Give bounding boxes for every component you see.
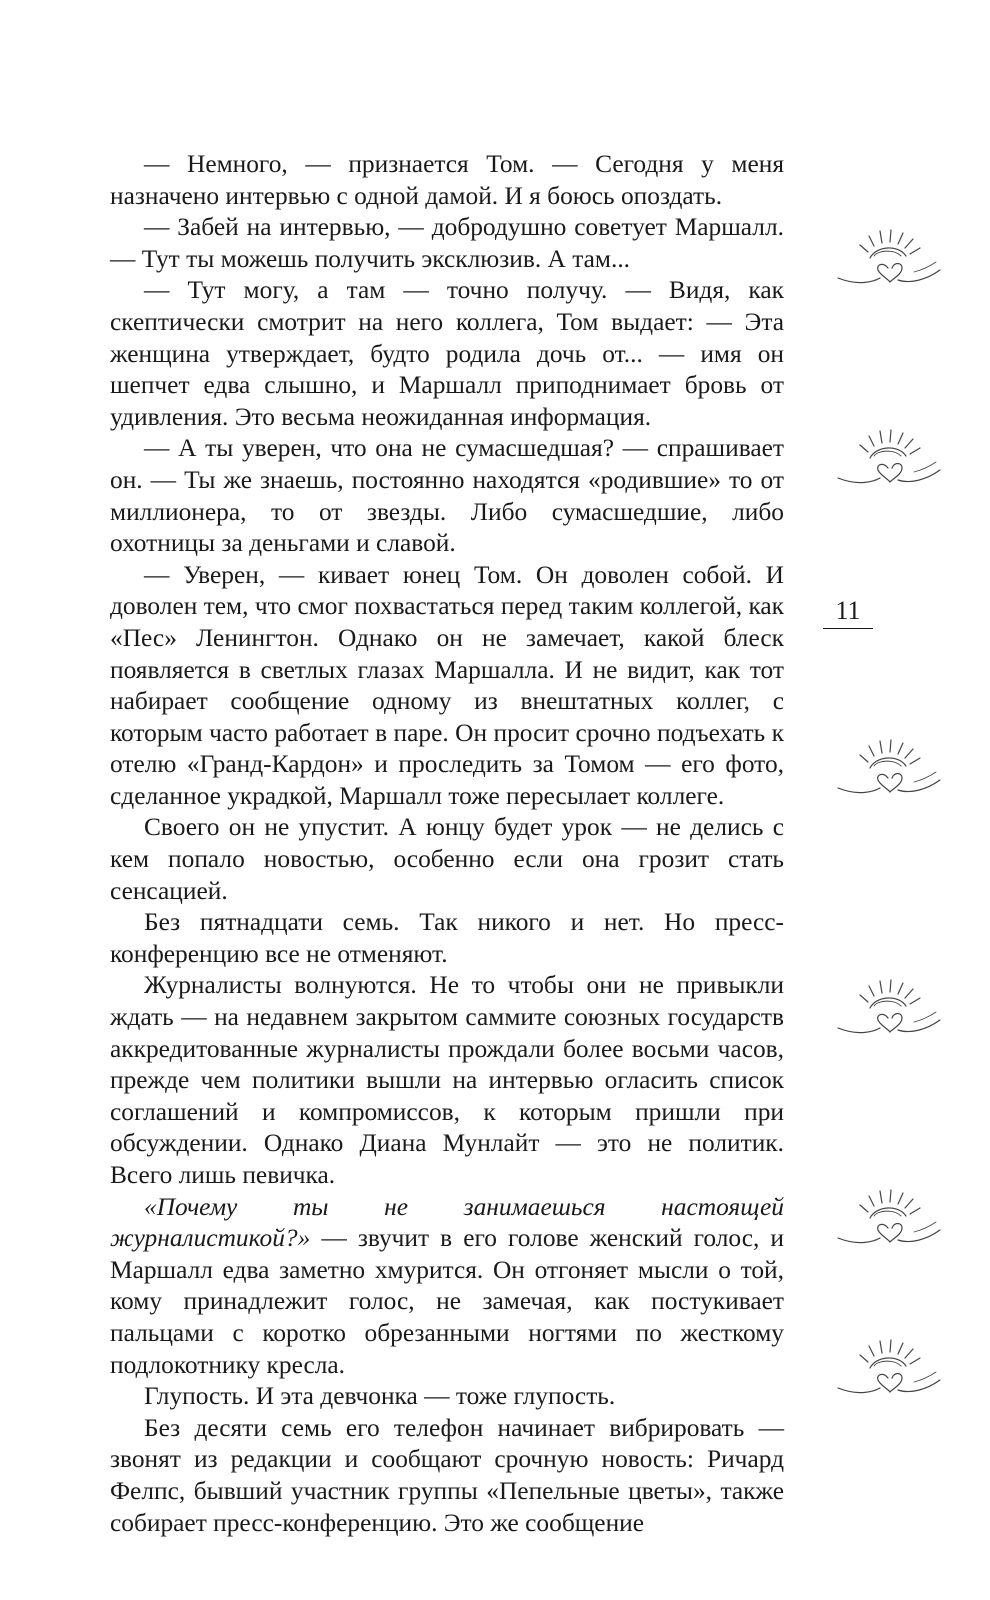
page-number: 11	[823, 596, 873, 629]
paragraph: — Забей на интервью, — добродушно советует Маршалл. — Тут ты можешь получить эксклюзив. А там...	[110, 213, 784, 273]
paragraph-rest: — звучит в его голове женский голос, и Маршалл едва заметно хмурится. Он отгоняет мысли о той, кому принадлежит голос, не замечая, как постукивает пальцами с коротко обрезанными ногтями по жесткому подлокотнику кресла.	[110, 1224, 784, 1379]
paragraph: Своего он не упустит. А юнцу будет урок — не делись с кем попало новостью, особенно если она грозит стать сенсацией.	[110, 813, 784, 905]
paragraph: — Уверен, — кивает юнец Том. Он доволен собой. И доволен тем, что смог похвастаться перед таким коллегой, как «Пес» Ленингтон. Однако он не замечает, какой блеск появляется в светлых глазах Маршалла. И не видит, как тот набирает сообщение одному из внештатных коллег, с которым часто работает в паре. Он просит срочно подъехать к отелю «Гранд-Кардон» и проследить за Томом — его фото, сделанное украдкой, Маршалл тоже пересылает коллеге.	[110, 560, 784, 810]
sun-heart-icon	[818, 218, 948, 308]
paragraph: Глупость. И эта девчонка — тоже глупость.	[144, 1382, 616, 1411]
sun-heart-icon	[818, 418, 948, 508]
paragraph: Журналисты волнуются. Не то чтобы они не привыкли ждать — на недавнем закрытом саммите союзных государств аккредитованные журналисты прождали более восьми часов, прежде чем политики вышли на интервью огласить список соглашений и компромиссов, к которым пришли при обсуждении. Однако Диана Мунлайт — это не политик. Всего лишь певичка.	[110, 971, 784, 1189]
paragraph: — А ты уверен, что она не сумасшедшая? — спрашивает он. — Ты же знаешь, постоянно находятся «родившие» то от миллионера, то от звезды. Либо сумасшедшие, либо охотницы за деньгами и славой.	[110, 434, 784, 558]
sun-heart-icon	[818, 1328, 948, 1418]
sun-heart-icon	[818, 968, 948, 1058]
paragraph: — Тут могу, а там — точно получу. — Видя, как скептически смотрит на него коллега, Том выдает: — Эта женщина утверждает, будто родила дочь от... — имя он шепчет едва слышно, и Маршалл приподнимает бровь от удивления. Это весьма неожиданная информация.	[110, 276, 784, 431]
paragraph: — Немного, — признается Том. — Сегодня у меня назначено интервью с одной дамой. И я боюсь опоздать.	[110, 150, 784, 210]
paragraph: Без десяти семь его телефон начинает вибрировать — звонят из редакции и сообщают срочную новость: Ричард Фелпс, бывший участник группы «Пепельные цветы», также собирает пресс-конференцию. Это же сообщение	[110, 1413, 784, 1537]
paragraph: Без пятнадцати семь. Так никого и нет. Но пресс-конференцию все не отменяют.	[110, 908, 784, 968]
italic-quote: «Почему ты не занимаешься настоящей журналистикой?»	[110, 1192, 784, 1253]
sun-heart-icon	[818, 1178, 948, 1268]
paragraph	[110, 1192, 784, 1382]
sun-heart-icon	[818, 728, 948, 818]
body-text	[110, 149, 784, 1539]
